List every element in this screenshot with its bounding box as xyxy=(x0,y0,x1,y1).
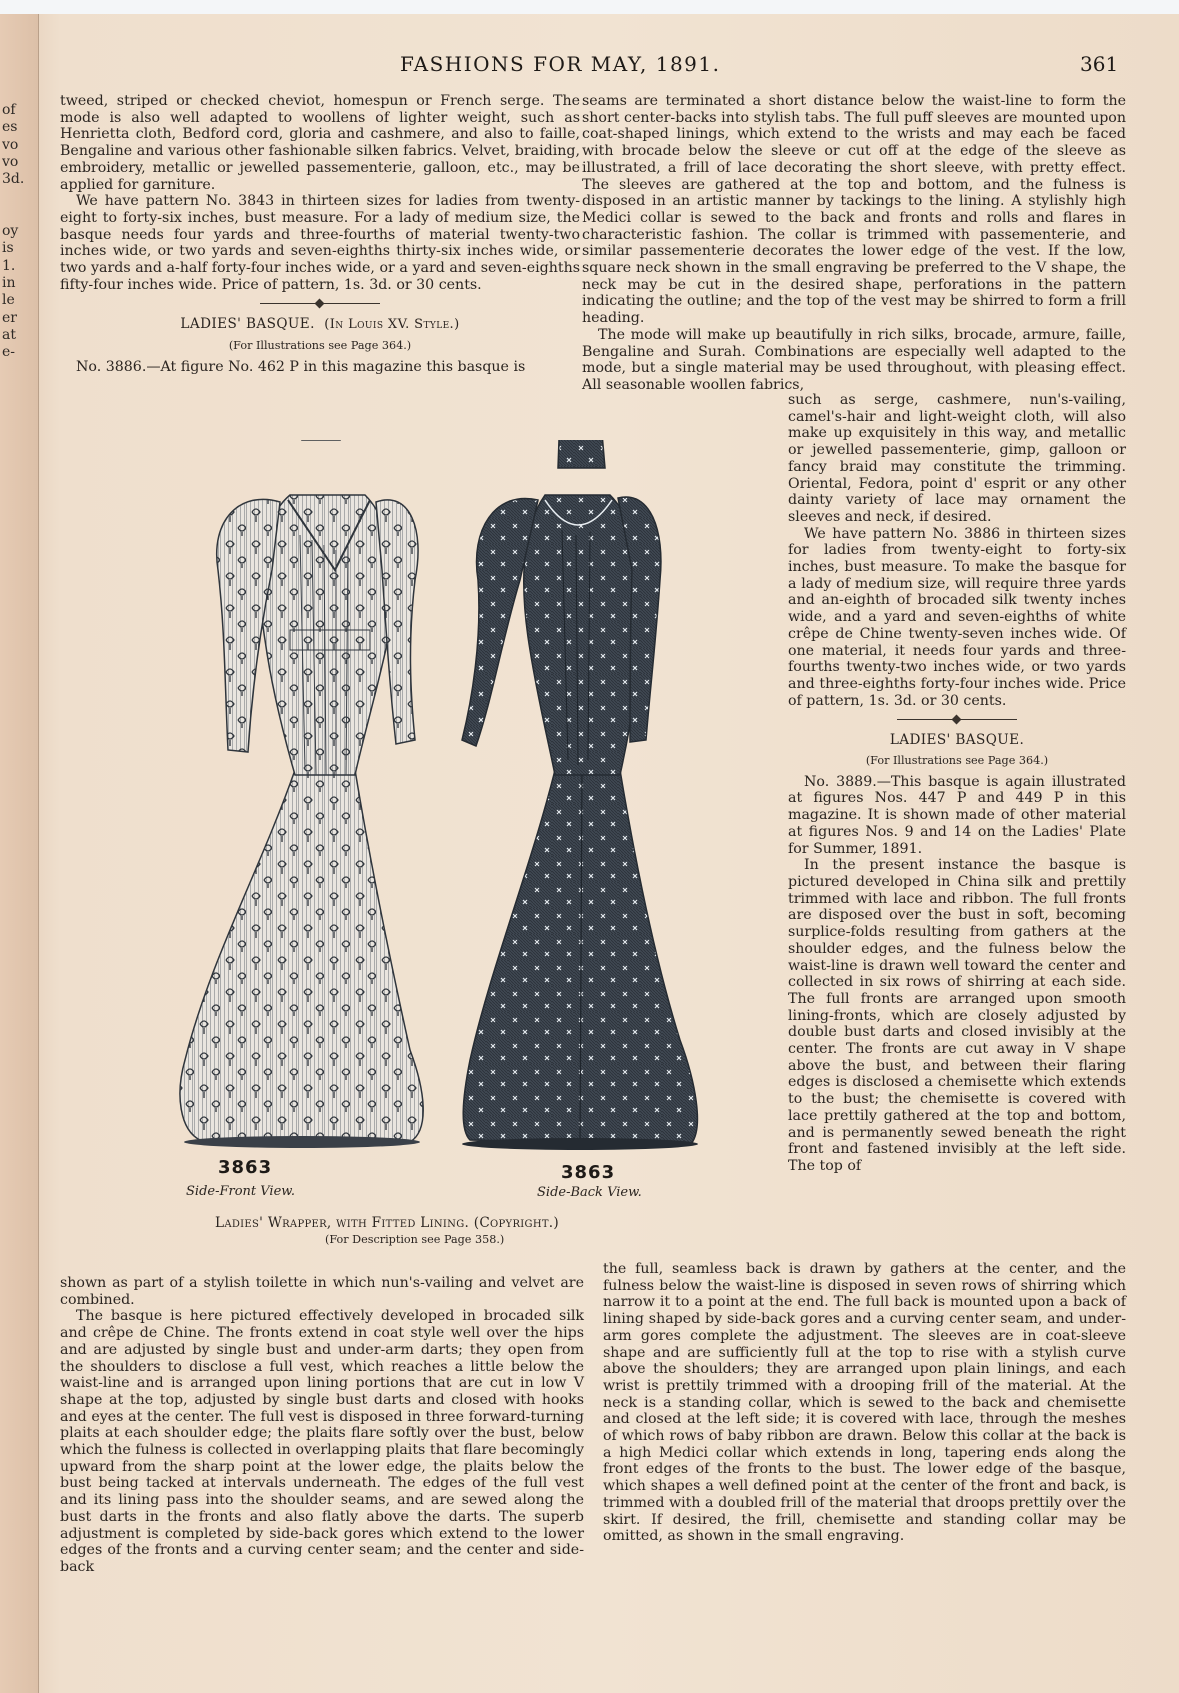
wrapper-engraving xyxy=(90,440,780,1260)
running-head xyxy=(0,52,1179,76)
paragraph: The basque is here pictured effectively developed in brocaded silk and crêpe de Chine. The fronts extend in coat style well over the hips and are adjusted by single bust and under-arm darts; they open from the shoulders to disclose a full vest, which reaches a little below the waist-line and is arranged upon lining portions that are cut in low V shape at the top, adjusted by single bust darts and closed with hooks and eyes at the center. The full vest is disposed in three forward-turning plaits at each shoulder edge; the plaits flare softly over the bust, below which the fulness is collected in overlapping plaits that flare becomingly upward from the sharp point at the lower edge, the plaits below the bust being tacked at intervals underneath. The edges of the full vest and its lining pass into the shoulder seams, and are sewed along the bust darts in the fronts and also flatly above the darts. The superb adjustment is completed by side-back gores which extend to the lower edges of the fronts and a curving center seam; and the center and side-back xyxy=(60,1308,584,1575)
paragraph: shown as part of a stylish toilette in which nun's-vailing and velvet are combined. xyxy=(60,1275,584,1308)
margin-fragment xyxy=(2,188,36,205)
margin-fragment: er xyxy=(2,309,17,326)
margin-fragment: of xyxy=(2,102,16,118)
column-right-top xyxy=(582,93,1126,394)
section-divider xyxy=(897,719,1017,720)
figure-number-right: 3863 xyxy=(561,1162,616,1183)
paragraph: tweed, striped or checked cheviot, homespun or French serge. The mode is also well adapted to woollens of lighter weight, such as Henrietta cloth, Bedford cord, gloria and cashmere, and also to faille, Bengaline and various other fashionable silken fabrics. Velvet, braiding, embroidery, metallic or jewelled passementerie, galloon, etc., may be applied for garniture. xyxy=(60,93,580,193)
margin-fragment: at xyxy=(2,326,16,343)
section-heading xyxy=(60,316,580,334)
margin-fragment: oy xyxy=(2,223,19,240)
figure-view-left: Side-Front View. xyxy=(186,1184,295,1199)
margin-fragment: is xyxy=(2,240,14,257)
column-left-bottom xyxy=(60,1275,584,1576)
page-gutter xyxy=(0,14,39,1693)
page-number: 361 xyxy=(1080,52,1119,76)
figure-caption: Ladies' Wrapper, with Fitted Lining. (Copyright.) xyxy=(215,1215,560,1231)
margin-fragment: vo xyxy=(2,153,19,170)
side-back-view-figure xyxy=(462,440,698,1150)
scan-top-edge xyxy=(0,0,1179,14)
margin-fragment: le xyxy=(2,292,15,309)
heading-main: LADIES' BASQUE. xyxy=(180,316,315,333)
figure-view-right: Side-Back View. xyxy=(537,1185,642,1200)
section-divider xyxy=(260,303,380,304)
side-front-view-figure xyxy=(180,440,423,1148)
paragraph: such as serge, cashmere, nun's-vailing, camel's-hair and light-weight cloth, will also make up exquisitely in this way, and metallic or jewelled passementerie, gimp, galloon or fancy braid may constitute the trimming. Oriental, Fedora, point d' esprit or any other dainty variety of lace may ornament the sleeves and neck, if desired. xyxy=(788,392,1126,525)
margin-fragment: 3d. xyxy=(2,171,25,188)
paragraph: seams are terminated a short distance below the waist-line to form the short center-backs into stylish tabs. The full puff sleeves are mounted upon coat-shaped linings, which extend to the wrists and may each be faced with brocade below the sleeve or cut off at the edge of the sleeve as illustrated, a frill of lace decorating the short sleeve, with pretty effect. The sleeves are gathered at the top and bottom, and the fulness is disposed in an artistic manner by tackings to the lining. A stylishly high Medici collar is sewed to the back and fronts and rolls and flares in characteristic fashion. The collar is trimmed with passementerie, and similar passementerie decorates the lower edge of the vest. If the low, square neck shown in the small engraving be preferred to the V shape, the neck may be cut in the desired shape, perforations in the pattern indicating the outline; and the top of the vest may be shirred to form a frill heading. xyxy=(582,93,1126,327)
figure-number-left: 3863 xyxy=(218,1157,273,1178)
paragraph: No. 3886.—At figure No. 462 P in this magazine this basque is xyxy=(76,358,526,375)
illustration-reference: (For Illustrations see Page 364.) xyxy=(865,754,1049,768)
paragraph: In the present instance the basque is pictured developed in China silk and prettily trimmed with lace and ribbon. The full fronts are disposed over the bust in soft, becoming surplice-folds resulting from gathers at the shoulder edges, and the fulness below the waist-line is drawn well toward the center and collected in six rows of shirring at each side. The full fronts are arranged upon smooth lining-fronts, which are closely adjusted by double bust darts and closed invisibly at the center. The fronts are cut away in V shape above the bust, and between their flaring edges is disclosed a chemisette which extends to the bust; the chemisette is covered with lace prettily gathered at the top and bottom, and is permanently sewed beneath the right front and fastened invisibly at the left side. The top of xyxy=(788,857,1126,1174)
paragraph: No. 3889.—This basque is again illustrated at figures Nos. 447 P and 449 P in this magazine. It is shown made of other material at figures Nos. 9 and 14 on the Ladies' Plate for Summer, 1891. xyxy=(788,773,1126,857)
margin-fragment xyxy=(2,206,36,223)
page-title: FASHIONS FOR MAY, 1891. xyxy=(400,52,721,76)
column-right-narrow xyxy=(788,392,1126,1175)
margin-fragment: in xyxy=(2,274,16,291)
margin-fragment: es xyxy=(2,119,18,136)
paragraph: The mode will make up beautifully in rich silks, brocade, armure, faille, Bengaline and Surah. Combinations are especially well adapted to the mode, but a single material may be used throughout, with pleasing effect. All seasonable woollen fabrics, xyxy=(582,326,1126,393)
heading-style: (In Louis XV. Style.) xyxy=(324,317,460,333)
column-right-bottom xyxy=(603,1261,1126,1545)
section-heading: LADIES' BASQUE. xyxy=(889,732,1025,749)
paragraph: We have pattern No. 3843 in thirteen sizes for ladies from twenty-eight to forty-six inches, bust measure. For a lady of medium size, the basque needs four yards and three-fourths of material twenty-two inches wide, or two yards and seven-eighths thirty-six inches wide, or two yards and a-half forty-four inches wide, or a yard and seven-eighths fifty-four inches wide. Price of pattern, 1s. 3d. or 30 cents. xyxy=(60,193,580,293)
figure-description-reference: (For Description see Page 358.) xyxy=(325,1233,505,1246)
margin-fragment: e- xyxy=(2,344,16,361)
margin-fragment: vo xyxy=(2,136,19,153)
column-left-top xyxy=(60,93,580,376)
illustration-reference: (For Illustrations see Page 364.) xyxy=(228,339,412,353)
paragraph: We have pattern No. 3886 in thirteen sizes for ladies from twenty-eight to forty-six inches, bust measure. To make the basque for a lady of medium size, will require three yards and an-eighth of brocaded silk twenty inches wide, and a yard and seven-eighths of white crêpe de Chine twenty-seven inches wide. Of one material, it needs four yards and three-fourths twenty-two inches wide, or two yards and three-eighths forty-four inches wide. Price of pattern, 1s. 3d. or 30 cents. xyxy=(788,525,1126,709)
margin-fragment: 1. xyxy=(2,257,16,274)
previous-page-fragments xyxy=(2,102,36,361)
paragraph: the full, seamless back is drawn by gathers at the center, and the fulness below the waist-line is disposed in seven rows of shirring which narrow it to a point at the end. The full back is mounted upon a back of lining shaped by side-back gores and a curving center seam, and under-arm gores complete the adjustment. The sleeves are in coat-sleeve shape and are sufficiently full at the top to rise with a stylish curve above the shoulders; they are arranged upon plain linings, and each wrist is prettily trimmed with a drooping frill of the material. At the neck is a standing collar, which is sewed to the back and chemisette and closed at the left side; it is covered with lace, through the meshes of which rows of baby ribbon are drawn. Below this collar at the back is a high Medici collar which extends in long, tapering ends along the front edges of the fronts to the bust. The lower edge of the basque, which shapes a well defined point at the center of the front and back, is trimmed with a doubled frill of the material that droops prettily over the skirt. If desired, the frill, chemisette and standing collar may be omitted, as shown in the small engraving. xyxy=(603,1261,1126,1545)
